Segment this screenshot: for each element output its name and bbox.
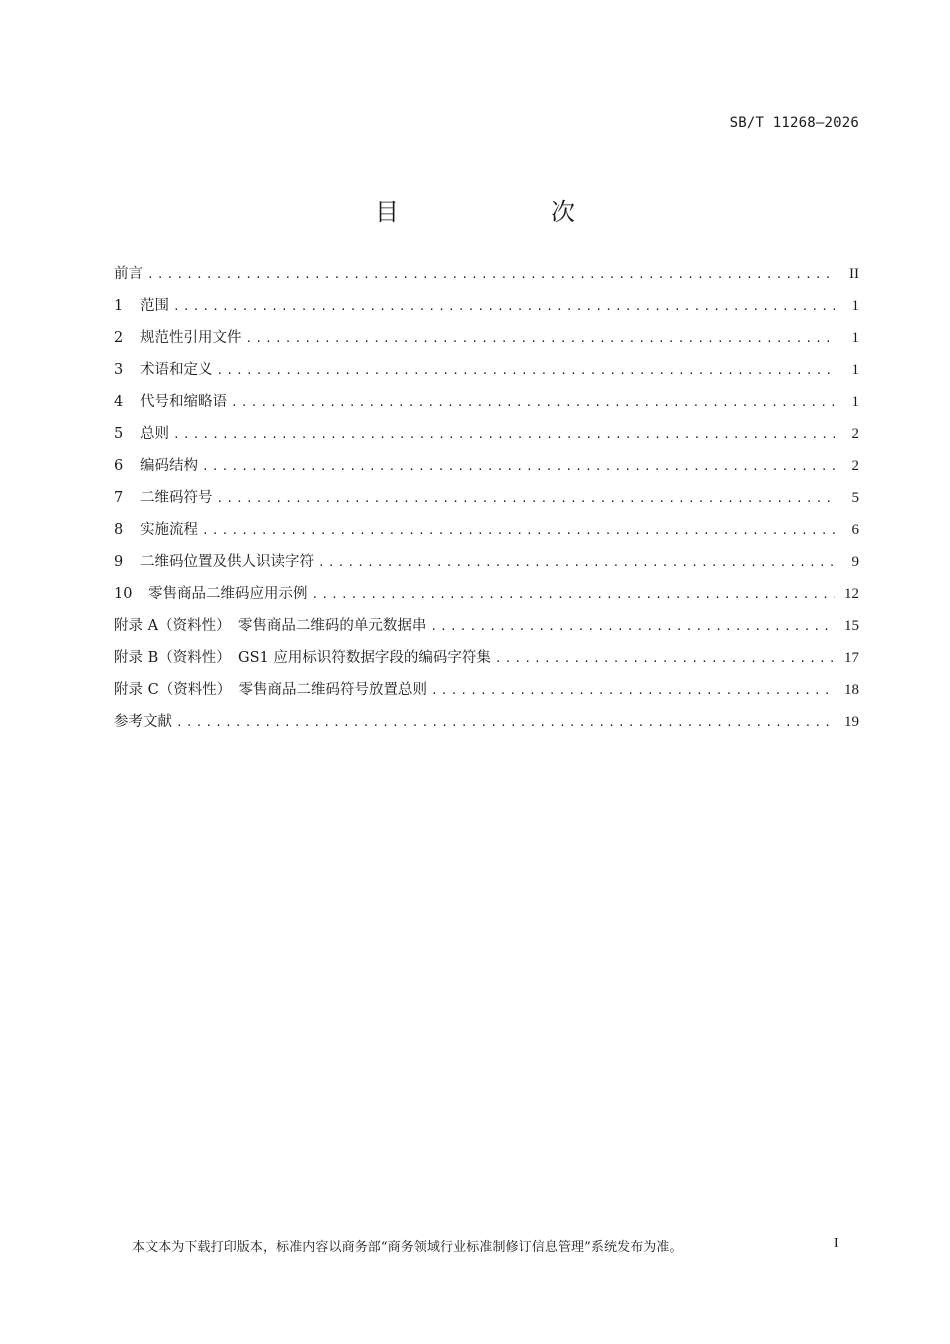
toc-entry-number: 5 — [114, 426, 124, 442]
toc-leader-dots — [173, 423, 835, 447]
toc-entry-page: 2 — [851, 458, 859, 474]
toc-leader-dots — [495, 647, 835, 671]
footer-disclaimer: 本文本为下载打印版本，标准内容以商务部“商务领域行业标准制修订信息管理”系统发布为准。 — [132, 1240, 683, 1255]
table-of-contents — [114, 262, 859, 742]
toc-entry-title: 附录 B（资料性） GS1 应用标识符数据字段的编码字符集 — [114, 650, 491, 666]
toc-entry-title: 术语和定义 — [140, 362, 213, 378]
standard-code: SB/T 11268—2026 — [729, 115, 859, 131]
page-title: 目 次 — [375, 198, 639, 226]
toc-leader-dots — [173, 295, 835, 319]
toc-entry-abbreviations[interactable] — [114, 390, 859, 422]
toc-entry-terms-definitions[interactable] — [114, 358, 859, 390]
toc-entry-application-example[interactable] — [114, 582, 859, 614]
toc-entry-annex-a[interactable] — [114, 614, 859, 646]
toc-leader-dots — [147, 263, 835, 287]
toc-entry-foreword[interactable] — [114, 262, 859, 294]
toc-leader-dots — [318, 551, 835, 575]
toc-entry-qr-position[interactable] — [114, 550, 859, 582]
toc-entry-page: 15 — [844, 618, 859, 634]
footer-page-number: I — [834, 1236, 839, 1251]
toc-entry-annex-c[interactable] — [114, 678, 859, 710]
toc-leader-dots — [202, 519, 835, 543]
toc-leader-dots — [431, 679, 835, 703]
toc-entry-number: 8 — [114, 522, 124, 538]
toc-leader-dots — [246, 327, 836, 351]
toc-entry-title: 实施流程 — [140, 522, 198, 538]
toc-entry-general[interactable] — [114, 422, 859, 454]
toc-entry-title: 规范性引用文件 — [140, 330, 242, 346]
toc-leader-dots — [217, 487, 836, 511]
toc-leader-dots — [176, 711, 835, 735]
toc-entry-number: 1 — [114, 298, 124, 314]
toc-entry-title: 编码结构 — [140, 458, 198, 474]
toc-entry-page: 17 — [844, 650, 859, 666]
toc-entry-page: 6 — [851, 522, 859, 538]
toc-entry-page: 5 — [851, 490, 859, 506]
toc-entry-page: 2 — [851, 426, 859, 442]
toc-entry-number: 6 — [114, 458, 124, 474]
toc-entry-title: 二维码位置及供人识读字符 — [140, 554, 314, 570]
toc-leader-dots — [217, 359, 836, 383]
toc-entry-page: 1 — [851, 362, 859, 378]
toc-entry-title: 范围 — [140, 298, 169, 314]
toc-entry-page: 9 — [851, 554, 859, 570]
toc-entry-page: 12 — [844, 586, 859, 602]
toc-entry-implementation[interactable] — [114, 518, 859, 550]
toc-entry-page: 1 — [851, 298, 859, 314]
toc-entry-normative-references[interactable] — [114, 326, 859, 358]
toc-entry-title: 代号和缩略语 — [140, 394, 227, 410]
toc-entry-bibliography[interactable] — [114, 710, 859, 742]
toc-entry-title: 附录 C（资料性） 零售商品二维码符号放置总则 — [114, 682, 427, 698]
toc-leader-dots — [231, 391, 835, 415]
toc-entry-title: 附录 A（资料性） 零售商品二维码的单元数据串 — [114, 618, 427, 634]
toc-entry-number: 2 — [114, 330, 124, 346]
toc-entry-title: 前言 — [114, 266, 143, 282]
toc-entry-title: 二维码符号 — [140, 490, 213, 506]
toc-entry-page: II — [849, 266, 859, 282]
toc-entry-scope[interactable] — [114, 294, 859, 326]
toc-leader-dots — [430, 615, 835, 639]
toc-entry-qr-symbol[interactable] — [114, 486, 859, 518]
toc-entry-coding-structure[interactable] — [114, 454, 859, 486]
toc-leader-dots — [312, 583, 836, 607]
toc-leader-dots — [202, 455, 835, 479]
toc-entry-number: 10 — [114, 586, 133, 602]
toc-entry-page: 1 — [851, 394, 859, 410]
toc-entry-number: 9 — [114, 554, 124, 570]
toc-entry-number: 3 — [114, 362, 124, 378]
toc-entry-annex-b[interactable] — [114, 646, 859, 678]
toc-entry-title: 零售商品二维码应用示例 — [148, 586, 308, 602]
toc-entry-number: 4 — [114, 394, 124, 410]
toc-entry-number: 7 — [114, 490, 124, 506]
toc-entry-page: 19 — [844, 714, 859, 730]
toc-entry-title: 总则 — [140, 426, 169, 442]
toc-entry-title: 参考文献 — [114, 714, 172, 730]
toc-entry-page: 1 — [851, 330, 859, 346]
toc-entry-page: 18 — [844, 682, 859, 698]
